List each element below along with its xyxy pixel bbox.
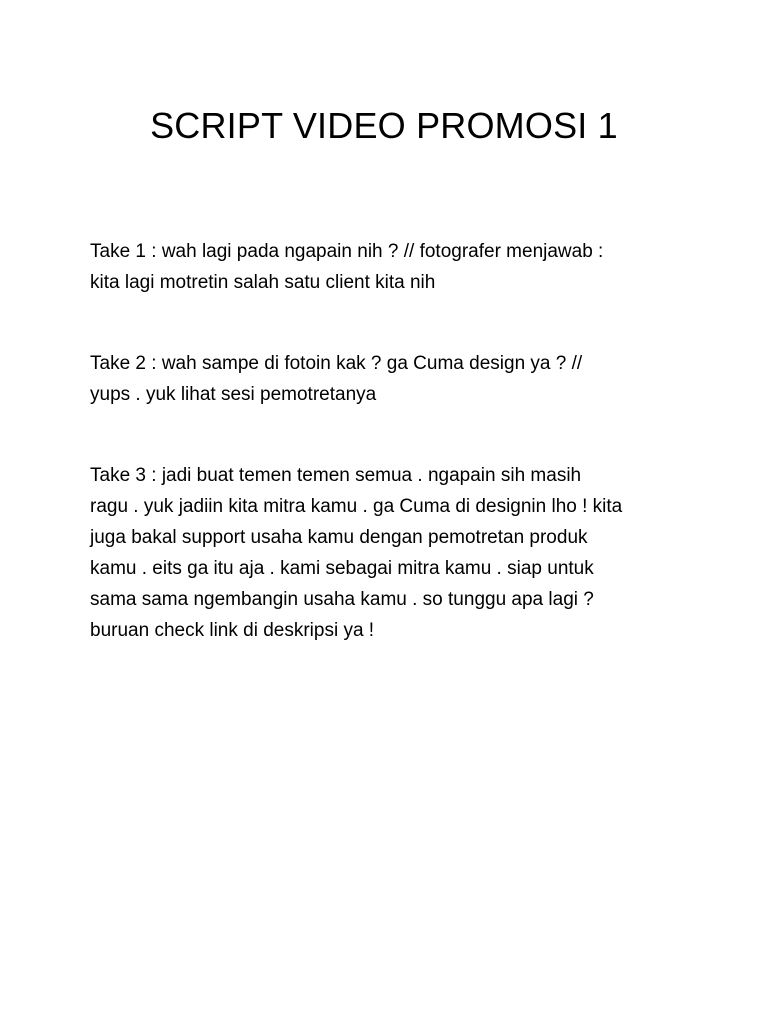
text-line: kamu . eits ga itu aja . kami sebagai mitra kamu . siap untuk: [90, 558, 594, 579]
text-line: juga bakal support usaha kamu dengan pemotretan produk: [90, 527, 588, 548]
text-line: Take 1 : wah lagi pada ngapain nih ? // fotografer menjawab :: [90, 241, 604, 262]
text-line: sama sama ngembangin usaha kamu . so tunggu apa lagi ?: [90, 589, 594, 610]
text-line: Take 2 : wah sampe di fotoin kak ? ga Cuma design ya ? //: [90, 353, 583, 374]
text-line: ragu . yuk jadiin kita mitra kamu . ga Cuma di designin lho ! kita: [90, 496, 623, 517]
text-line: kita lagi motretin salah satu client kita nih: [90, 272, 436, 293]
take-1-paragraph: [90, 236, 690, 298]
text-line: buruan check link di deskripsi ya !: [90, 620, 375, 641]
take-3-paragraph: [90, 460, 690, 646]
text-line: Take 3 : jadi buat temen temen semua . ngapain sih masih: [90, 465, 582, 486]
text-line: yups . yuk lihat sesi pemotretanya: [90, 384, 377, 405]
take-2-paragraph: [90, 348, 690, 410]
page-title: SCRIPT VIDEO PROMOSI 1: [150, 105, 618, 146]
script-body: [90, 236, 690, 696]
